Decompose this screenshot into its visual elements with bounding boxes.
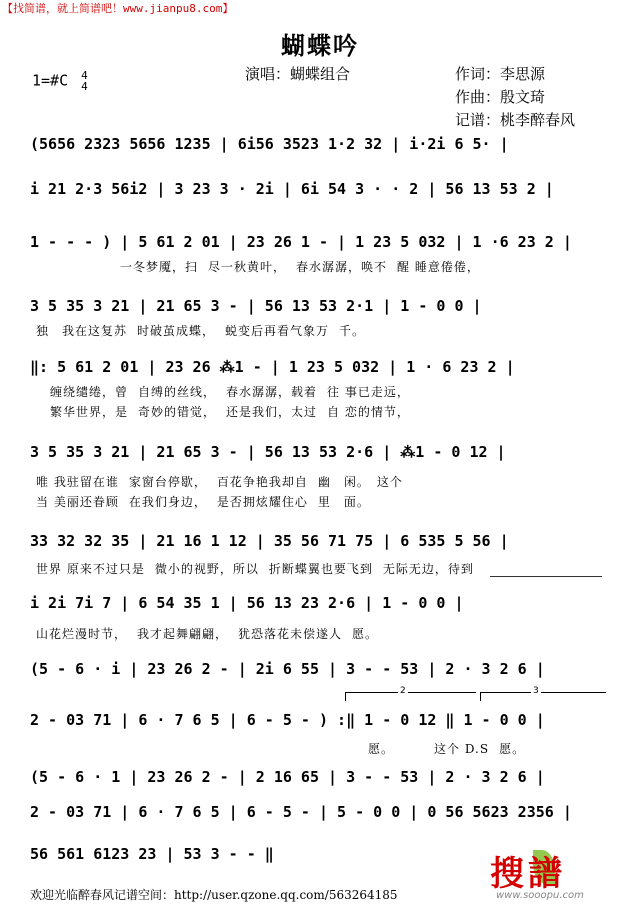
lyric: 唯 我驻留在谁 (36, 475, 119, 489)
lyric: 百花争艳我却自 (216, 475, 308, 489)
time-top: 4 (81, 69, 88, 82)
lyric: 独 我在这复苏 (36, 324, 128, 338)
lyric: 当 美丽还眷顾 (36, 495, 119, 509)
lyric: 无际无边，待到 (382, 562, 474, 576)
score-row-13: 56 561 6123 23 | 53 3 - - ‖ (30, 845, 274, 863)
site-logo[interactable] (490, 846, 620, 906)
score-row-11: (5 - 6 · 1 | 23 26 2 - | 2 16 65 | 3 - - 53 | 2 · 3 2 6 | (30, 768, 545, 786)
lyric: 世界 原来不过只是 (36, 562, 145, 576)
key-label: 1=#C (32, 71, 69, 90)
lyric: 醒 睡意倦倦， (397, 260, 480, 274)
score-row-4: 3 5 35 3 21 | 21 65 3 - | 56 13 53 2·1 | 1 - 0 0 | (30, 297, 482, 315)
lyric: 这个 D.S (434, 742, 490, 756)
lyric-row-7 (36, 560, 616, 577)
lyric: 是否拥炫耀住心 (216, 495, 308, 509)
logo-text: 搜譜 (490, 854, 566, 894)
lyric: 愿。 (499, 742, 526, 756)
lyric-row-6 (36, 493, 616, 510)
score-row-10: 2 - 03 71 | 6 · 7 6 5 | 6 - 5 - ) :‖ 1 - 0 12 ‖ 1 - 0 0 | (30, 711, 545, 729)
lyric: 犹恐落花未偿遂人 (238, 627, 343, 641)
lyric-row-5 (36, 473, 616, 490)
score-row-1: (5656 2323 5656 1235 | 6i56 3523 1·2 32 | i·2i 6 5· | (30, 135, 509, 153)
score-row-8: i 2i 7i 7 | 6 54 35 1 | 56 13 23 2·6 | 1 - 0 0 | (30, 594, 464, 612)
lyric: 幽 闲。 这个 (317, 475, 403, 489)
logo-url: www.sooopu.com (496, 890, 584, 901)
lyric: 奇妙的错觉， (138, 405, 217, 419)
lyric: 还是我们，太过 (226, 405, 318, 419)
lyric-row-1 (120, 258, 640, 275)
lyric: 春水潺潺，唤不 (296, 260, 388, 274)
lyric: 愿。 (368, 742, 395, 756)
lyric-row-4 (50, 403, 630, 420)
score-row-2: i 21 2·3 56i2 | 3 23 3 · 2i | 6i 54 3 · · 2 | 56 13 53 2 | (30, 180, 554, 198)
volta-first (345, 686, 476, 701)
lyric: 一冬梦魇，扫 (120, 260, 199, 274)
score-row-7: 33 32 32 35 | 21 16 1 12 | 35 56 71 75 | 6 535 5 56 | (30, 532, 509, 550)
time-bottom: 4 (81, 80, 88, 93)
composer: 作曲：殷文琦 (455, 88, 546, 106)
score-row-9: (5 - 6 · i | 23 26 2 - | 2i 6 55 | 3 - - 53 | 2 · 3 2 6 | (30, 660, 545, 678)
footer-text: 欢迎光临醉春风记谱空间：http://user.qzone.qq.com/563264185 (30, 888, 398, 902)
lyricist: 作词：李思源 (455, 65, 546, 83)
lyric: 往 事已走远， (327, 385, 410, 399)
score-row-12: 2 - 03 71 | 6 · 7 6 5 | 6 - 5 - | 5 - 0 0 | 0 56 5623 2356 | (30, 803, 572, 821)
score-row-5: ‖: 5 61 2 01 | 23 26 ⁂1 - | 1 23 5 032 | 1 · 6 23 2 | (30, 358, 515, 376)
lyric: 自缚的丝线， (138, 385, 217, 399)
volta-first-number: 2 (400, 686, 406, 696)
song-title: 蝴蝶吟 (281, 31, 359, 60)
lyric: 山花烂漫时节， (36, 627, 128, 641)
lyric: 春水潺潺，载着 (226, 385, 318, 399)
lyric-row-2 (36, 322, 616, 339)
score-row-3: 1 - - - ) | 5 61 2 01 | 23 26 1 - | 1 23 5 032 | 1 ·6 23 2 | (30, 233, 572, 251)
lyric: 繁华世界，是 (50, 405, 129, 419)
transcriber: 记谱：桃李醉春风 (455, 111, 576, 129)
lyric: 折断蝶翼也要飞到 (268, 562, 373, 576)
lyric: 蜕变后再看气象万 (225, 324, 330, 338)
top-banner: 【找简谱，就上简谱吧！www.jianpu8.com】 (2, 2, 234, 15)
volta-second (480, 686, 606, 701)
singer: 演唱：蝴蝶组合 (245, 65, 351, 83)
lyric-row-9 (368, 740, 640, 757)
lyric: 家窗台停歇， (128, 475, 207, 489)
lyric: 缠绕缱绻，曾 (50, 385, 129, 399)
lyric: 时破茧成蝶， (137, 324, 216, 338)
volta-second-number: 3 (533, 686, 539, 696)
key-signature (32, 70, 88, 92)
lyric: 愿。 (352, 627, 379, 641)
time-signature (81, 70, 88, 92)
lyric: 尽一秋黄叶， (208, 260, 287, 274)
score-row-6: 3 5 35 3 21 | 21 65 3 - | 56 13 53 2·6 | ⁂1 - 0 12 | (30, 443, 506, 461)
lyric: 我才起舞翩翩， (137, 627, 229, 641)
lyric-row-3 (50, 383, 630, 400)
lyric: 微小的视野，所以 (154, 562, 259, 576)
lyric-row-8 (36, 625, 616, 642)
lyric: 自 恋的情节， (327, 405, 410, 419)
lyric: 里 面。 (317, 495, 370, 509)
lyric: 千。 (339, 324, 366, 338)
lyric: 在我们身边， (128, 495, 207, 509)
